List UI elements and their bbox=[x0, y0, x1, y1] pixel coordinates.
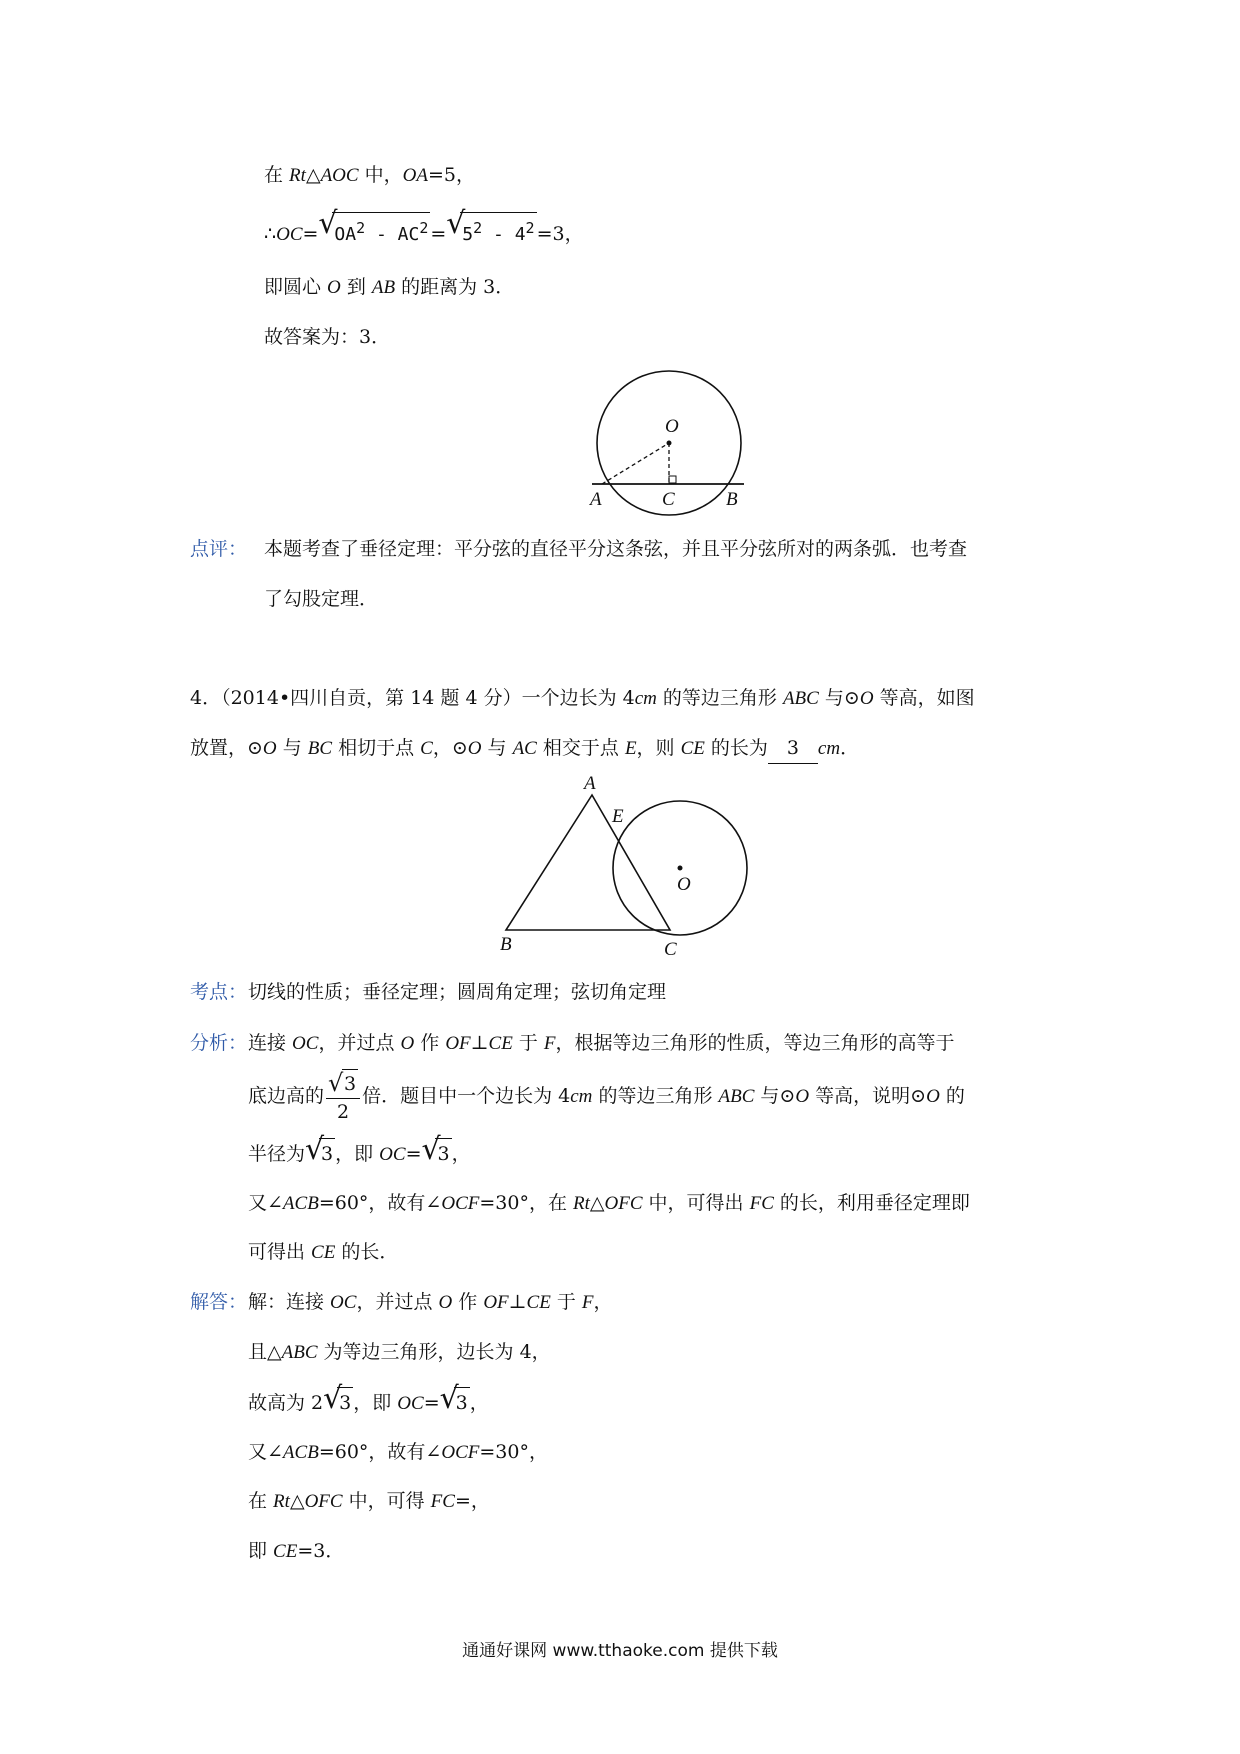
fenxi-line-3: 半径为 √ 3 ，即 OC= √ 3 ， bbox=[248, 1132, 471, 1167]
question-4-line-2: 放置，⊙O 与 BC 相切于点 C，⊙O 与 AC 相交于点 E，则 CE 的长为 3 cm． bbox=[190, 733, 859, 764]
prev-line-2-pythagoras: ∴OC= √ $OA^2 - AC^2$ = √ $5^2 - 4^2 =3$， bbox=[264, 212, 584, 250]
figure-triangle-circle bbox=[490, 775, 760, 965]
page-footer: 通通好课网 www.tthaoke.com 提供下载 bbox=[462, 1641, 778, 1661]
fenxi-label: 分析： bbox=[190, 1032, 248, 1054]
jieda-line-1: 解答：解：连接 OC，并过点 O 作 OF⊥CE 于 F， bbox=[190, 1287, 613, 1318]
label-c: C bbox=[664, 939, 677, 960]
kaodian-line: 考点：切线的性质；垂径定理；圆周角定理；弦切角定理 bbox=[190, 977, 666, 1007]
label-o: O bbox=[677, 874, 691, 895]
label-b: B bbox=[500, 934, 512, 955]
question-4-line-1: 4．（2014•四川自贡，第 14 题 4 分）一个边长为 4cm 的等边三角形 ABC 与⊙O 等高，如图 bbox=[190, 687, 975, 709]
jieda-line-5: 在 Rt△OFC 中，可得 FC=， bbox=[248, 1490, 490, 1512]
label-o: O bbox=[665, 416, 679, 437]
label-a: A bbox=[584, 775, 596, 794]
fenxi-line-1: 分析：连接 OC，并过点 O 作 OF⊥CE 于 F，根据等边三角形的性质，等边三角形的高等于 bbox=[190, 1028, 955, 1059]
sqrt-expression: √ $5^2 - 4^2$ bbox=[446, 212, 536, 250]
label-c: C bbox=[662, 489, 675, 510]
fenxi-line-5: 可得出 CE 的长． bbox=[248, 1241, 399, 1263]
figure-circle-chord bbox=[580, 370, 760, 530]
prev-line-3: 即圆心 O 到 AB 的距离为 3． bbox=[264, 276, 515, 298]
sqrt-expression: √ $OA^2 - AC^2$ bbox=[318, 212, 430, 250]
comment-line-1: 点评： 本题考查了垂径定理：平分弦的直径平分这条弦，并且平分弦所对的两条弧．也考查 bbox=[190, 534, 967, 564]
label-e: E bbox=[612, 806, 624, 827]
jieda-line-4: 又∠ACB=60°，故有∠OCF=30°， bbox=[248, 1441, 548, 1463]
comment-label: 点评： bbox=[190, 538, 248, 560]
jieda-line-6: 即 CE=3． bbox=[248, 1540, 345, 1562]
fenxi-line-2: 底边高的 √ 3 2 倍．题目中一个边长为 4cm 的等边三角形 ABC 与⊙O 等高，说明⊙O 的 bbox=[248, 1069, 965, 1123]
prev-line-1: 在 Rt△AOC 中，OA=5， bbox=[264, 164, 475, 186]
fenxi-line-4: 又∠ACB=60°，故有∠OCF=30°，在 Rt△OFC 中，可得出 FC 的长，利用垂径定理即 bbox=[248, 1192, 970, 1214]
prev-line-4-answer: 故答案为：3． bbox=[264, 326, 391, 348]
jieda-label: 解答： bbox=[190, 1291, 248, 1313]
label-a: A bbox=[590, 489, 602, 510]
comment-line-2: 了勾股定理． bbox=[264, 588, 379, 610]
answer-blank: 3 bbox=[768, 733, 818, 764]
fraction-sqrt3-over-2: √ 3 2 bbox=[326, 1069, 360, 1125]
label-b: B bbox=[726, 489, 738, 510]
jieda-line-2: 且△ABC 为等边三角形，边长为 4， bbox=[248, 1341, 551, 1363]
kaodian-label: 考点： bbox=[190, 981, 248, 1003]
jieda-line-3: 故高为 2 √ 3 ，即 OC= √ 3 ， bbox=[248, 1381, 489, 1416]
